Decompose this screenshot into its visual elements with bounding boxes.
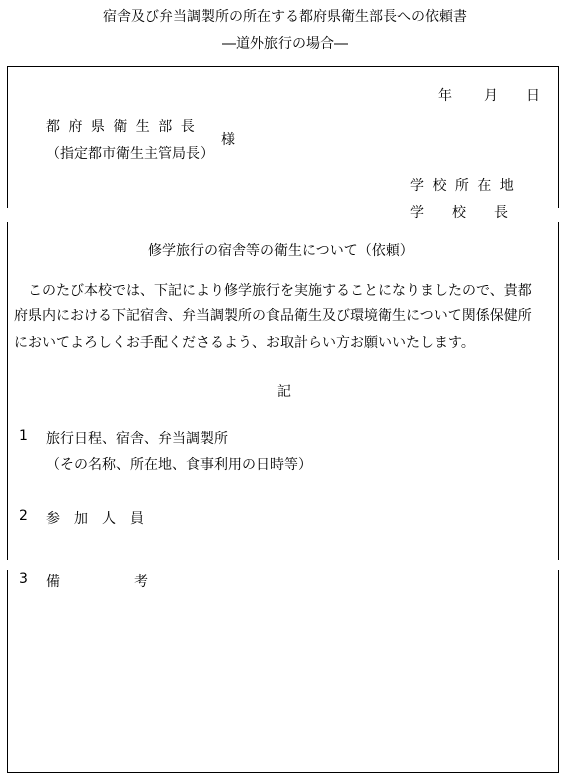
body-line-3: においてよろしくお手配くださるよう、お取計らい方お願いいたします。: [14, 335, 475, 351]
frame-gap-right: [558, 208, 559, 222]
item-2-number: 2: [19, 508, 28, 524]
document-subtitle: ―道外旅行の場合―: [222, 36, 348, 52]
frame-gap-left-2: [7, 560, 8, 570]
form-frame: [7, 66, 559, 773]
item-1-number: 1: [19, 428, 28, 444]
sender-location-label: 学 校 所 在 地: [410, 178, 516, 194]
frame-gap-right-2: [558, 560, 559, 570]
date-month: 月: [484, 88, 498, 104]
body-line-2: 府県内における下記宿舎、弁当調製所の食品衛生及び環境衛生について関係保健所: [14, 308, 532, 324]
frame-gap-left: [7, 208, 8, 222]
recipient-honorific: 様: [221, 132, 235, 148]
document-title: 宿舎及び弁当調製所の所在する都府県衛生部長への依頼書: [103, 9, 467, 25]
recipient-alt: （指定都市衛生主管局長）: [46, 146, 214, 162]
item-3-label: 備: [46, 574, 60, 590]
item-2-label: 参 加 人 員: [46, 511, 144, 527]
sender-principal-label: 学 校 長: [410, 205, 508, 221]
recipient-name: 都 府 県 衛 生 部 長: [46, 119, 197, 135]
date-year: 年: [438, 88, 452, 104]
item-3-number: 3: [19, 571, 28, 587]
item-1-sub: （その名称、所在地、食事利用の日時等）: [46, 457, 312, 473]
date-day: 日: [526, 88, 540, 104]
item-1-label: 旅行日程、宿舎、弁当調製所: [46, 431, 228, 447]
item-3-label-2: 考: [134, 574, 148, 590]
subject-line: 修学旅行の宿舎等の衛生について（依頼）: [148, 243, 414, 259]
ki-label: 記: [277, 384, 291, 400]
body-line-1: このたび本校では、下記により修学旅行を実施することになりましたので、貴都: [14, 283, 532, 299]
